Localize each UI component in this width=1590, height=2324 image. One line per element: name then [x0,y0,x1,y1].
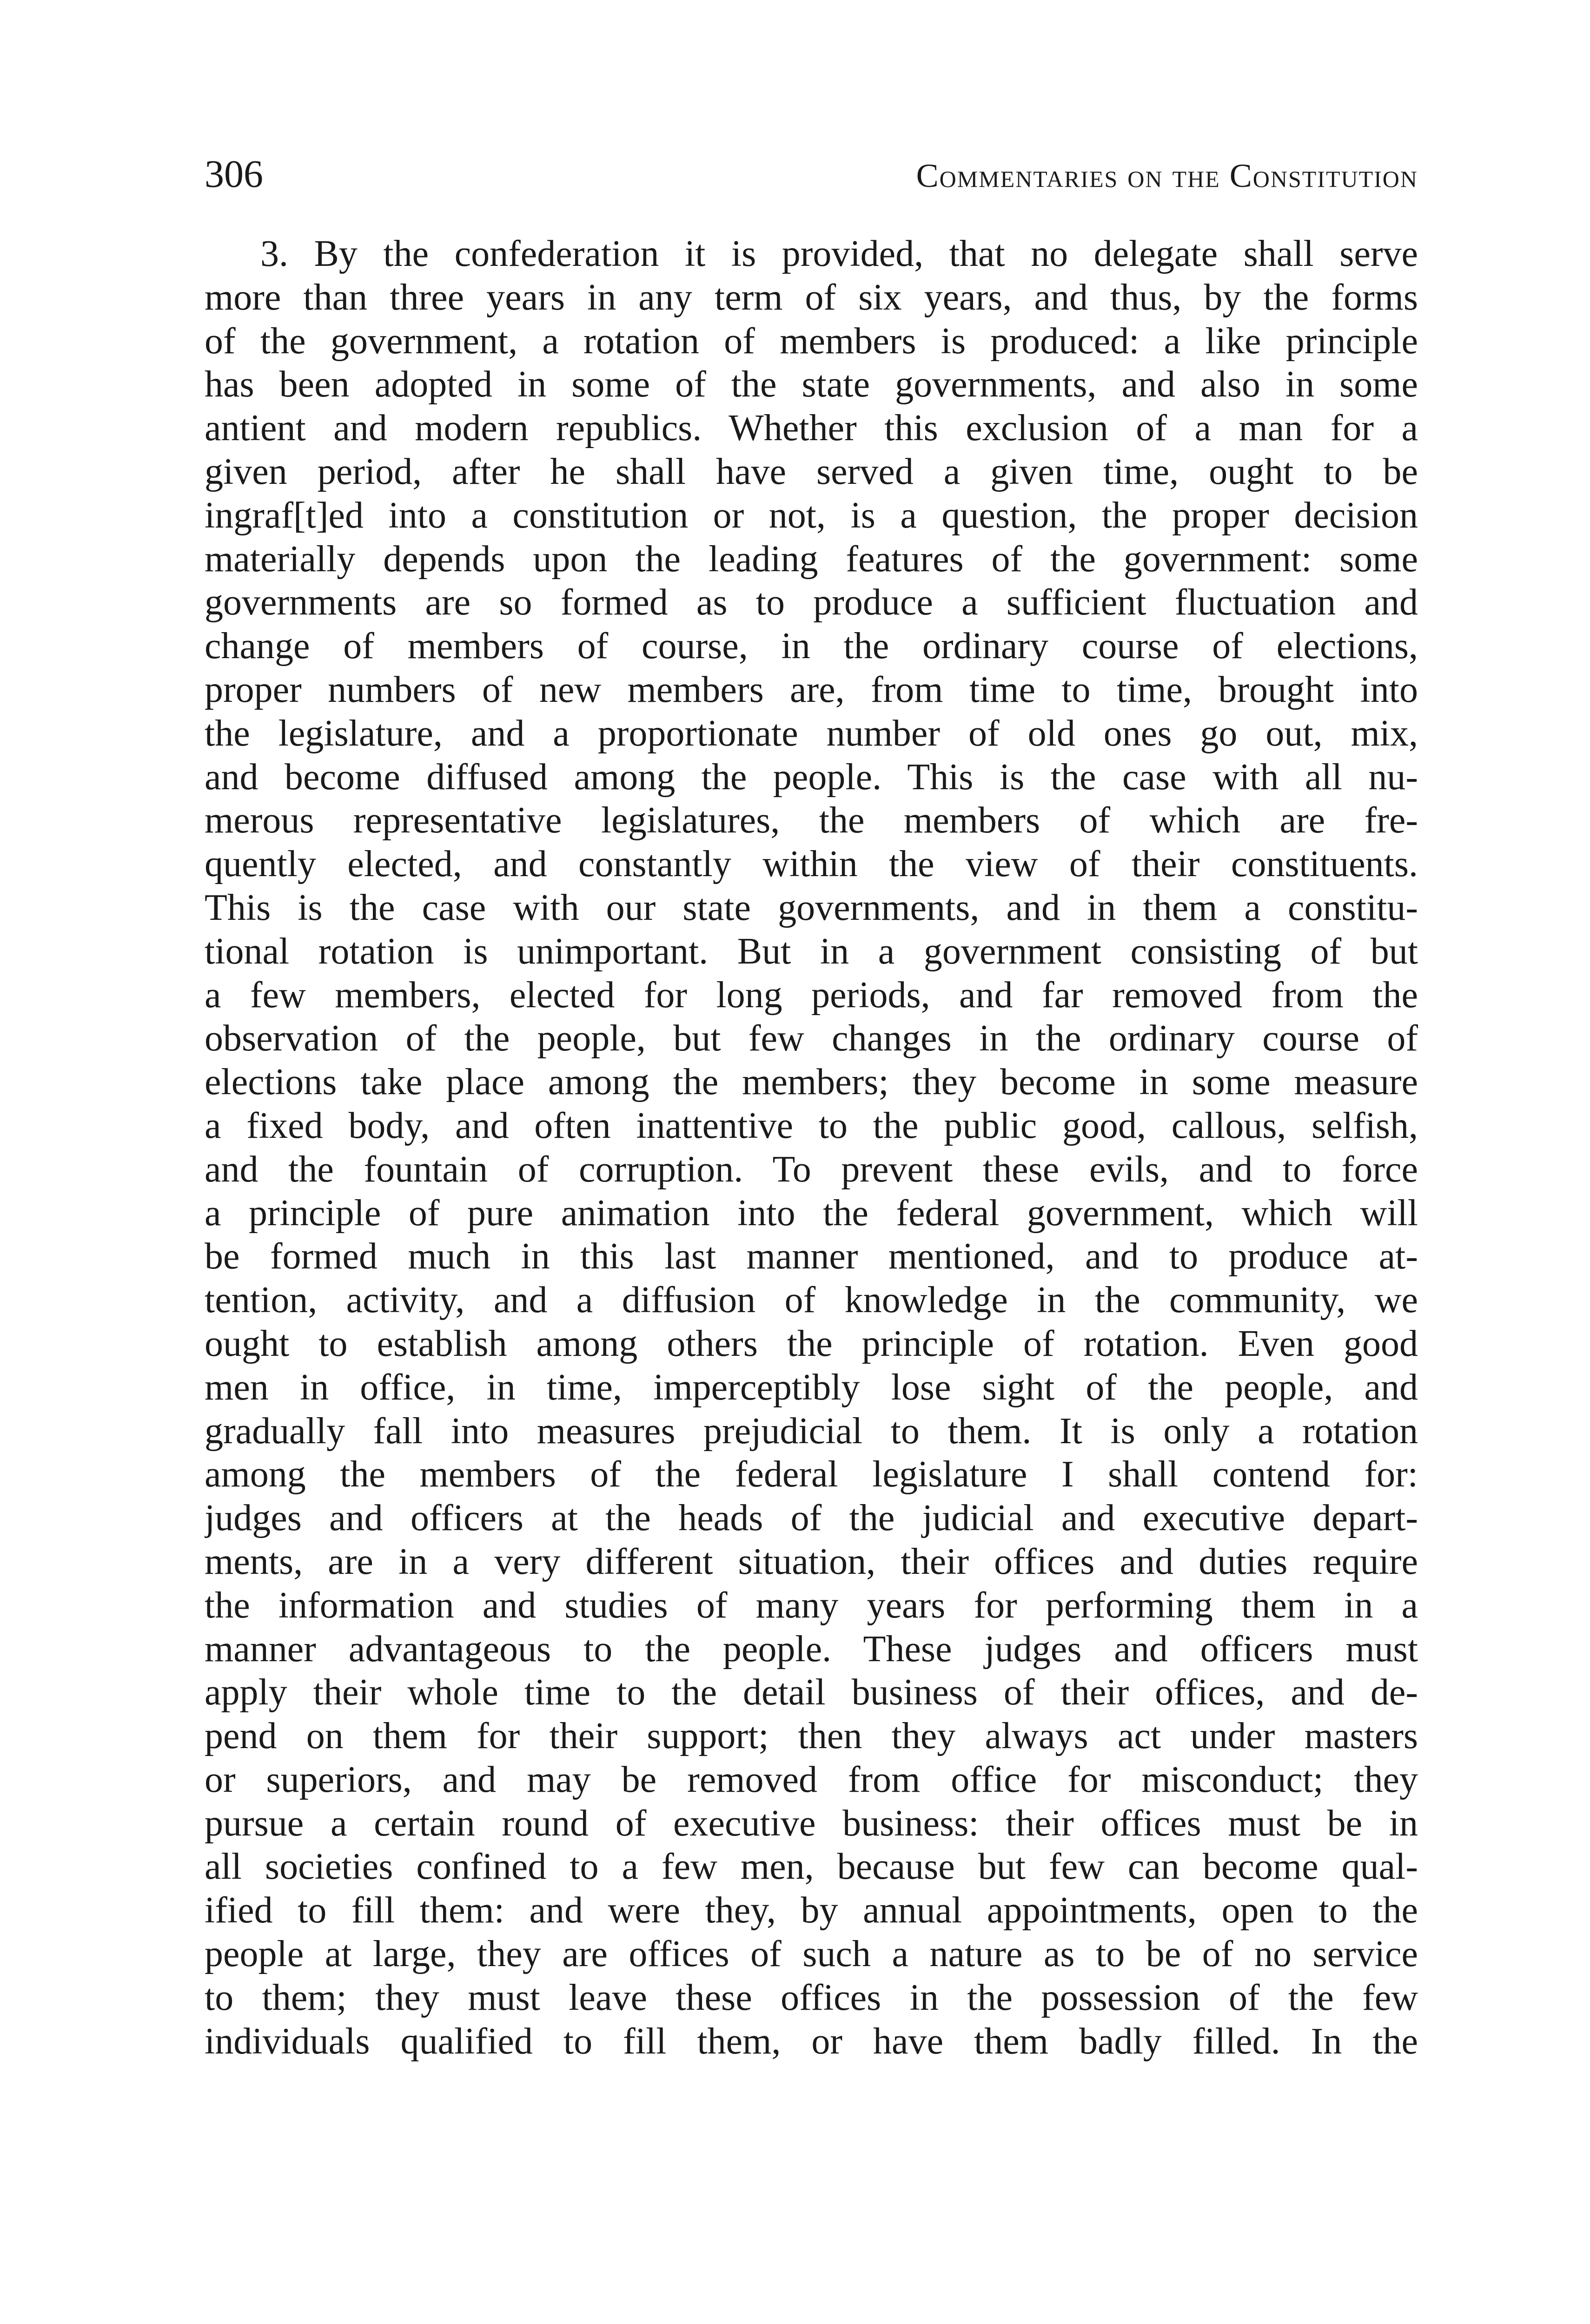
text-line: proper numbers of new members are, from time to time, brought into [205,669,1418,710]
text-line: tional rotation is unimportant. But in a government consisting of but [205,931,1418,972]
text-line: quently elected, and constantly within the view of their constituents. [205,844,1418,885]
text-line: a fixed body, and often inattentive to the public good, callous, selfish, [205,1105,1418,1146]
text-line: has been adopted in some of the state governments, and also in some [205,364,1418,405]
text-line: pend on them for their support; then they always act under masters [205,1716,1418,1757]
text-line: change of members of course, in the ordinary course of elections, [205,626,1418,667]
running-title: Commentaries on the Constitution [916,157,1418,194]
text-line: governments are so formed as to produce a sufficient fluctuation and [205,582,1418,623]
text-line: observation of the people, but few changes in the ordinary course of [205,1018,1418,1059]
text-line: be formed much in this last manner mentioned, and to produce at- [205,1236,1418,1277]
text-line: materially depends upon the leading features of the government: some [205,538,1418,580]
text-line: gradually fall into measures prejudicial to them. It is only a rotation [205,1410,1418,1452]
text-line: ments, are in a very different situation, their offices and duties require [205,1541,1418,1582]
text-line: people at large, they are offices of such a nature as to be of no service [205,1934,1418,1975]
text-line: the legislature, and a proportionate number of old ones go out, mix, [205,713,1418,754]
text-line: apply their whole time to the detail business of their offices, and de- [205,1672,1418,1713]
text-line: of the government, a rotation of members is produced: a like principle [205,320,1418,362]
text-line: and the fountain of corruption. To prevent these evils, and to force [205,1149,1418,1190]
text-line: 3. By the confederation it is provided, that no delegate shall serve [260,233,1418,274]
text-line: the information and studies of many years for performing them in a [205,1585,1418,1626]
text-line: and become diffused among the people. This is the case with all nu- [205,756,1418,798]
text-line: a principle of pure animation into the federal government, which will [205,1192,1418,1234]
text-line: among the members of the federal legislature I shall contend for: [205,1454,1418,1495]
running-head [205,149,1418,200]
text-line: to them; they must leave these offices in the possession of the few [205,1977,1418,2018]
text-line: given period, after he shall have served a given time, ought to be [205,451,1418,492]
text-line: elections take place among the members; they become in some measure [205,1062,1418,1103]
text-line: all societies confined to a few men, because but few can become qual- [205,1846,1418,1888]
text-line: manner advantageous to the people. These judges and officers must [205,1628,1418,1670]
text-line: more than three years in any term of six years, and thus, by the forms [205,277,1418,318]
text-line: ought to establish among others the principle of rotation. Even good [205,1323,1418,1364]
text-line: ingraf[t]ed into a constitution or not, is a question, the proper decision [205,495,1418,536]
text-line: men in office, in time, imperceptibly lose sight of the people, and [205,1367,1418,1408]
text-line: individuals qualified to fill them, or have them badly filled. In the [205,2020,1418,2062]
text-line: This is the case with our state governments, and in them a constitu- [205,887,1418,928]
text-line: merous representative legislatures, the members of which are fre- [205,800,1418,841]
text-line: pursue a certain round of executive business: their offices must be in [205,1802,1418,1844]
text-line: tention, activity, and a diffusion of knowledge in the community, we [205,1280,1418,1321]
text-line: a few members, elected for long periods, and far removed from the [205,974,1418,1016]
body-paragraph [205,232,1418,2063]
text-line: antient and modern republics. Whether this exclusion of a man for a [205,408,1418,449]
text-line: judges and officers at the heads of the judicial and executive depart- [205,1498,1418,1539]
page-number: 306 [205,152,263,196]
text-line: or superiors, and may be removed from office for misconduct; they [205,1759,1418,1800]
text-line: ified to fill them: and were they, by annual appointments, open to the [205,1890,1418,1931]
